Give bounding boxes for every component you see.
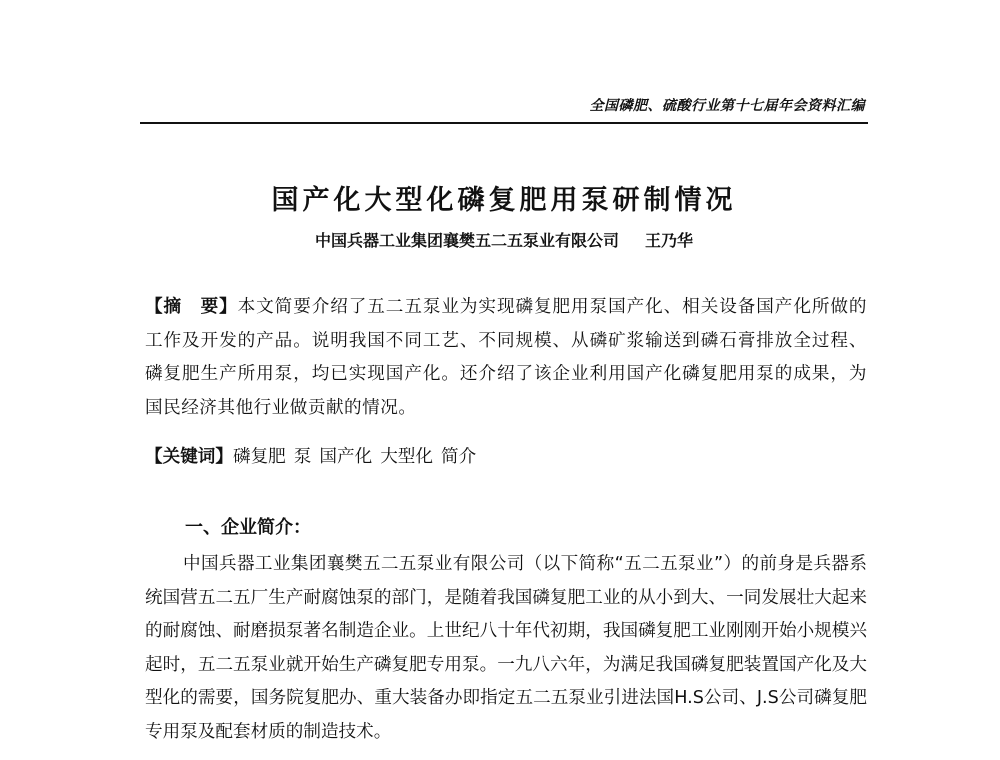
keyword: 国产化 — [319, 447, 373, 467]
author-line — [140, 228, 868, 251]
paper-title: 国产化大型化磷复肥用泵研制情况 — [271, 185, 737, 216]
affiliation: 中国兵器工业集团襄樊五二五泵业有限公司 — [314, 231, 619, 250]
body-paragraph: 中国兵器工业集团襄樊五二五泵业有限公司（以下简称“五二五泵业”）的前身是兵器系统国营五二五厂生产耐腐蚀泵的部门，是随着我国磷复肥工业的从小到大、一同发展壮大起来的耐腐蚀、耐磨损泵著名制造企业。上世纪八十年代初期，我国磷复肥工业刚刚开始小规模兴起时，五二五泵业就开始生产磷复肥专用泵。一九八六年，为满足我国磷复肥装置国产化及大型化的需要，国务院复肥办、重大装备办即指定五二五泵业引进法国H.S公司、J.S公司磷复肥专用泵及配套材质的制造技术。 — [145, 554, 867, 742]
author-name: 王乃华 — [645, 231, 694, 250]
running-header: 全国磷肥、硫酸行业第十七届年会资料汇编 — [589, 98, 865, 114]
abstract-text: 本文简要介绍了五二五泵业为实现磷复肥用泵国产化、相关设备国产化所做的工作及开发的产品。说明我国不同工艺、不同规模、从磷矿浆输送到磷石膏排放全过程、磷复肥生产所用泵，均已实现国产化。还介绍了该企业利用国产化磷复肥用泵的成果，为国民经济其他行业做贡献的情况。 — [145, 297, 867, 418]
keyword: 磷复肥 — [232, 447, 286, 467]
keyword: 大型化 — [380, 447, 433, 467]
keywords-label: 【关键词】 — [145, 446, 233, 467]
abstract-label: 【摘 要】 — [145, 296, 238, 317]
keywords — [145, 440, 867, 474]
header-rule — [140, 122, 868, 124]
section-heading: 一、企业简介： — [185, 517, 311, 538]
abstract — [145, 290, 867, 425]
keyword: 泵 — [293, 447, 312, 467]
keyword: 简介 — [440, 447, 477, 467]
